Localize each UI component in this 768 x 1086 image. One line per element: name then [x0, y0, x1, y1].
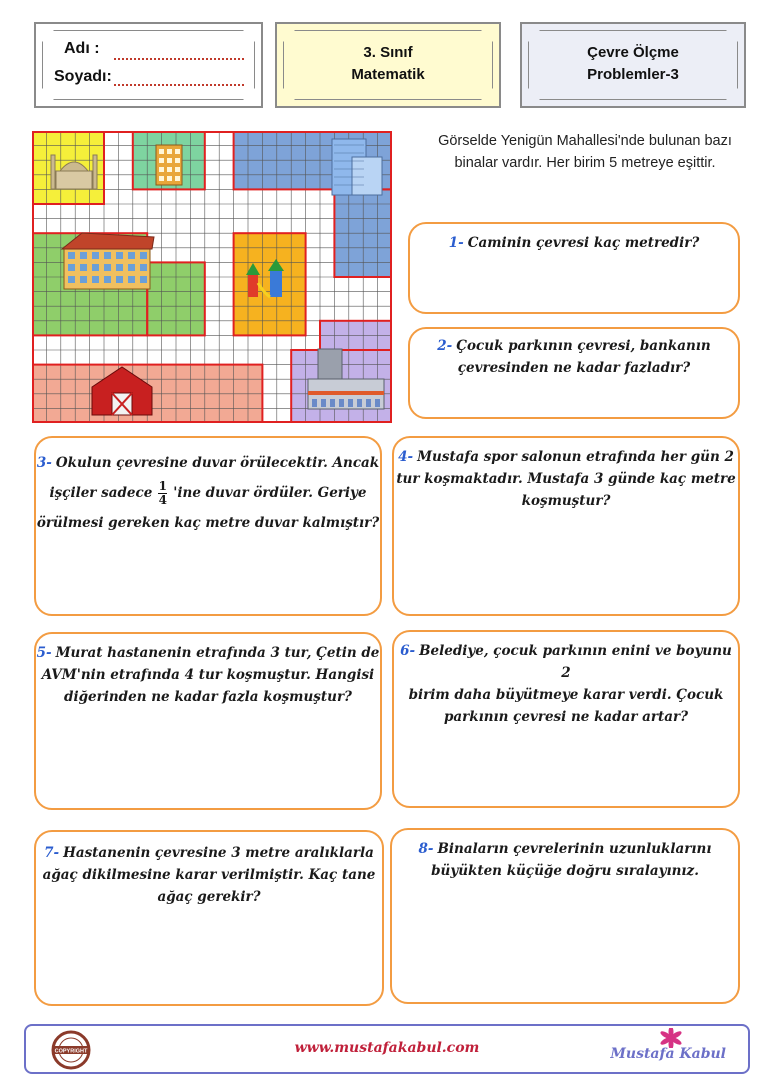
- school-icon: [62, 233, 154, 289]
- website-link[interactable]: www.mustafakabul.com: [294, 1040, 480, 1056]
- name-label: Adı :: [64, 40, 100, 57]
- name-field[interactable]: [114, 58, 244, 60]
- flower-logo-icon: [656, 1028, 686, 1048]
- question-7-text: [36, 842, 382, 908]
- question-5-line-2: AVM'nin etrafında 4 tur koşmuştur. Hangisi: [41, 667, 375, 683]
- question-2-line-1: Çocuk parkının çevresi, bankanın: [456, 338, 711, 354]
- question-6-line-1: Belediye, çocuk parkının enini ve boyunu 2: [419, 643, 732, 681]
- question-box-4: [392, 436, 740, 616]
- question-3-text: [36, 448, 380, 538]
- question-box-2: [408, 327, 740, 419]
- question-3-number: 3-: [36, 455, 52, 471]
- question-2-line-2: çevresinden ne kadar fazladır?: [457, 360, 691, 376]
- fraction-numerator: 1: [158, 479, 167, 493]
- question-4-line-2: tur koşmaktadır. Mustafa 3 günde kaç metre: [396, 471, 736, 487]
- apartment-icon: [156, 145, 182, 185]
- grade-text: 3. Sınıf: [363, 44, 413, 61]
- fraction-denominator: 4: [158, 493, 167, 507]
- question-box-7: [34, 830, 384, 1006]
- footer-bar: [24, 1024, 750, 1074]
- question-box-3: [34, 436, 382, 616]
- fraction-one-quarter: [158, 480, 167, 507]
- question-2-text: [410, 335, 738, 379]
- question-1-line-1: Caminin çevresi kaç metredir?: [467, 235, 700, 251]
- question-box-5: [34, 632, 382, 810]
- question-box-1: [408, 222, 740, 314]
- neighborhood-grid-map: [32, 131, 392, 423]
- grade-header-inner: [283, 30, 493, 100]
- question-1-text: [410, 232, 738, 254]
- question-3-line-1: Okulun çevresine duvar örülecektir. Ancak: [55, 455, 380, 471]
- topic-header-box: [520, 22, 746, 108]
- intro-text: Görselde Yenigün Mahallesi'nde bulunan bazı binalar vardır. Her birim 5 metreye eşittir.: [438, 133, 732, 171]
- question-6-number: 6-: [400, 643, 416, 659]
- question-7-number: 7-: [44, 845, 60, 861]
- question-3-line-2b: 'ine duvar ördüler. Geriye: [173, 485, 367, 501]
- question-2-number: 2-: [437, 338, 453, 354]
- question-7-line-3: ağaç gerekir?: [157, 889, 261, 905]
- author-signature: Mustafa Kabul: [610, 1046, 726, 1062]
- topic-line-1: Çevre Ölçme: [587, 44, 679, 61]
- question-6-line-3: parkının çevresi ne kadar artar?: [443, 709, 689, 725]
- question-box-6: [392, 630, 740, 808]
- question-4-number: 4-: [398, 449, 414, 465]
- question-8-line-2: büyükten küçüğe doğru sıralayınız.: [431, 863, 699, 879]
- question-4-line-1: Mustafa spor salonun etrafında her gün 2: [417, 449, 734, 465]
- question-7-line-1: Hastanenin çevresine 3 metre aralıklarla: [63, 845, 374, 861]
- grade-header-box: [275, 22, 501, 108]
- surname-field[interactable]: [114, 84, 244, 86]
- subject-text: Matematik: [351, 66, 425, 83]
- surname-label: Soyadı:: [54, 68, 112, 85]
- question-6-line-2: birim daha büyütmeye karar verdi. Çocuk: [408, 687, 724, 703]
- name-header-box: [34, 22, 263, 108]
- question-8-line-1: Binaların çevrelerinin uzunluklarını: [437, 841, 712, 857]
- question-4-line-3: koşmuştur?: [521, 493, 611, 509]
- topic-header-inner: [528, 30, 738, 100]
- question-5-text: [36, 642, 380, 708]
- question-7-line-2: ağaç dikilmesine karar verilmiştir. Kaç tane: [42, 867, 376, 883]
- question-3-line-3: örülmesi gereken kaç metre duvar kalmıştır?: [36, 515, 380, 531]
- svg-text:COPYRIGHT: COPYRIGHT: [54, 1048, 88, 1055]
- question-4-text: [394, 446, 738, 512]
- question-5-line-1: Murat hastanenin etrafında 3 tur, Çetin de: [55, 645, 380, 661]
- question-1-number: 1-: [448, 235, 464, 251]
- topic-line-2: Problemler-3: [587, 66, 679, 83]
- question-6-text: [394, 640, 738, 728]
- question-box-8: [390, 828, 740, 1004]
- question-5-number: 5-: [36, 645, 52, 661]
- question-5-line-3: diğerinden ne kadar fazla koşmuştur?: [64, 689, 352, 705]
- question-8-number: 8-: [418, 841, 434, 857]
- building-area: [234, 233, 306, 335]
- question-3-line-2a: işçiler sadece: [49, 485, 153, 501]
- question-8-text: [392, 838, 738, 882]
